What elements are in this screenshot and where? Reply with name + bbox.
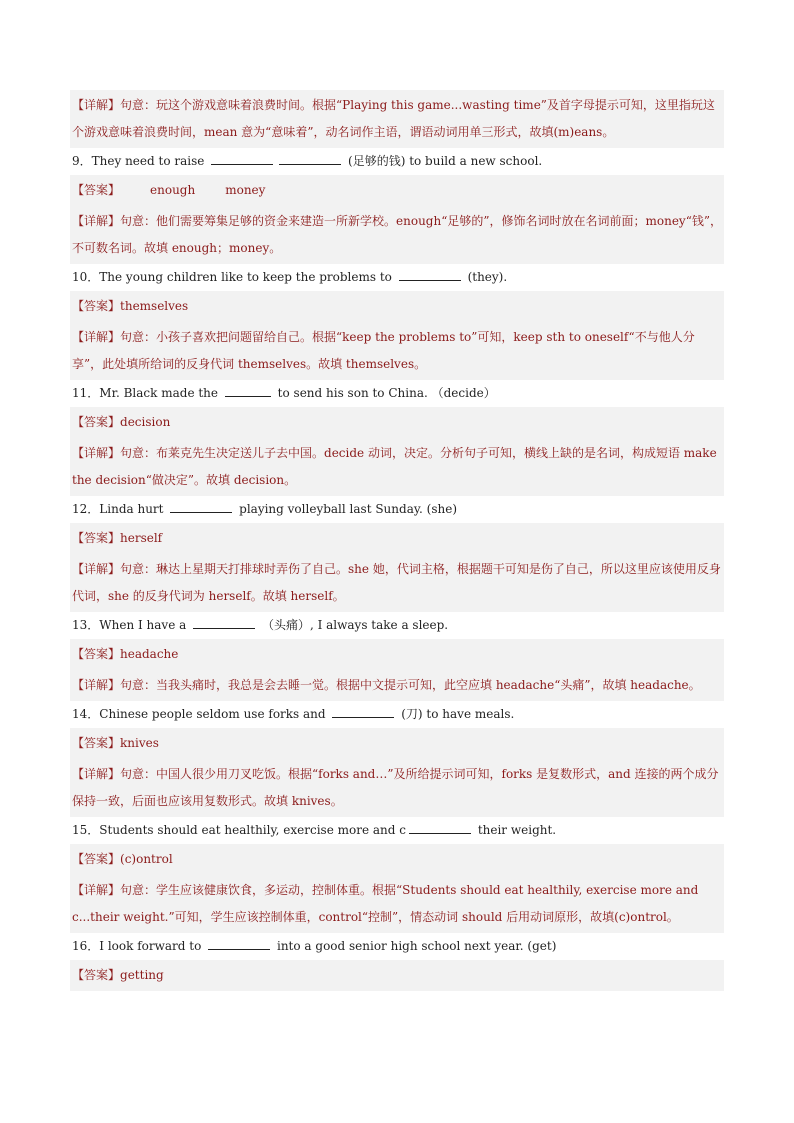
detail-tag: 【详解】: [72, 678, 121, 692]
question-text: to send his son to China. （decide）: [277, 386, 496, 400]
question-text: (足够的钱) to build a new school.: [348, 154, 543, 168]
question-number: 15．: [72, 823, 100, 837]
question-text: They need to raise: [91, 154, 205, 168]
question-text: Students should eat healthily, exercise more and c: [99, 823, 406, 837]
detail-text: 句意：当我头痛时，我总是会去睡一觉。根据中文提示可知，此空应填 headache“头痛”，故填 headache。: [120, 678, 701, 692]
question-number: 9．: [72, 154, 92, 168]
question-number: 12．: [72, 502, 100, 516]
question-number: 13．: [72, 618, 100, 632]
detail-text: 句意：学生应该健康饮食，多运动，控制体重。根据“Students should eat healthily, exercise more and c...their weight.”可知，学生应该控制体重，control“控制”，情态动词 should 后用动词原形，故填(c)ontrol。: [72, 883, 699, 924]
detail-block: [70, 90, 724, 148]
question-number: 16．: [72, 939, 100, 953]
detail-block: [70, 554, 724, 612]
question-text: into a good senior high school next year. (get): [276, 939, 557, 953]
question-11: [70, 380, 724, 407]
question-12: [70, 496, 724, 523]
answer-tag: 【答案】: [72, 968, 121, 982]
answer-text: decision: [120, 415, 171, 429]
answer-blank[interactable]: [208, 937, 270, 950]
detail-text: 句意：小孩子喜欢把问题留给自己。根据“keep the problems to”可知，keep sth to oneself“不与他人分享”，此处填所给词的反身代词 themselves。故填 themselves。: [72, 330, 695, 371]
detail-block: [70, 322, 724, 380]
answer-blank[interactable]: [225, 384, 271, 397]
question-text: (刀) to have meals.: [401, 707, 515, 721]
question-9: [70, 148, 724, 175]
answer-text: themselves: [120, 299, 189, 313]
answer-text: headache: [120, 647, 179, 661]
answer-blank[interactable]: [193, 616, 255, 629]
answer-block: [70, 844, 724, 875]
answer-block: [70, 523, 724, 554]
answer-tag: 【答案】: [72, 183, 121, 197]
answer-text: herself: [120, 531, 163, 545]
question-number: 14．: [72, 707, 100, 721]
question-13: [70, 612, 724, 639]
answer-tag: 【答案】: [72, 852, 121, 866]
question-text: The young children like to keep the problems to: [99, 270, 392, 284]
answer-text: (c)ontrol: [120, 852, 173, 866]
answer-text: knives: [120, 736, 159, 750]
answer-blank[interactable]: [399, 268, 461, 281]
detail-block: [70, 875, 724, 933]
question-14: [70, 701, 724, 728]
question-text: （头痛）, I always take a sleep.: [261, 618, 449, 632]
detail-text: 句意：他们需要筹集足够的资金来建造一所新学校。enough“足够的”，修饰名词时放在名词前面；money“钱”，不可数名词。故填 enough；money。: [72, 214, 722, 255]
answer-tag: 【答案】: [72, 415, 121, 429]
answer-block: [70, 960, 724, 991]
detail-tag: 【详解】: [72, 330, 121, 344]
answer-tag: 【答案】: [72, 736, 121, 750]
question-15: [70, 817, 724, 844]
detail-text: 句意：布莱克先生决定送儿子去中国。decide 动词，决定。分析句子可知，横线上缺的是名词，构成短语 make the decision“做决定”。故填 decision。: [72, 446, 717, 487]
answer-text: getting: [120, 968, 164, 982]
detail-tag: 【详解】: [72, 98, 121, 112]
detail-block: [70, 438, 724, 496]
question-16: [70, 933, 724, 960]
answer-blank[interactable]: [332, 705, 394, 718]
question-text: Chinese people seldom use forks and: [99, 707, 326, 721]
answer-blank[interactable]: [170, 500, 232, 513]
answer-tag: 【答案】: [72, 531, 121, 545]
answer-tag: 【答案】: [72, 299, 121, 313]
answer-blank[interactable]: [409, 821, 471, 834]
answer-block: [70, 291, 724, 322]
detail-text: 句意：中国人很少用刀叉吃饭。根据“forks and…”及所给提示词可知，forks 是复数形式，and 连接的两个成分保持一致，后面也应该用复数形式。故填 knives。: [72, 767, 719, 808]
answer-blank[interactable]: [211, 152, 273, 165]
question-number: 11．: [72, 386, 100, 400]
answer-block: [70, 407, 724, 438]
detail-tag: 【详解】: [72, 883, 121, 897]
detail-text: 句意：琳达上星期天打排球时弄伤了自己。she 她，代词主格，根据题干可知是伤了自己，所以这里应该使用反身代词，she 的反身代词为 herself。故填 herself。: [72, 562, 721, 603]
answer-block: [70, 175, 724, 206]
detail-tag: 【详解】: [72, 562, 121, 576]
answer-text: money: [225, 183, 266, 197]
question-text: playing volleyball last Sunday. (she): [239, 502, 458, 516]
answer-block: [70, 639, 724, 670]
detail-tag: 【详解】: [72, 767, 121, 781]
question-number: 10．: [72, 270, 100, 284]
document-page: [70, 90, 724, 991]
detail-tag: 【详解】: [72, 446, 121, 460]
question-text: Linda hurt: [99, 502, 164, 516]
answer-tag: 【答案】: [72, 647, 121, 661]
answer-blank[interactable]: [279, 152, 341, 165]
answer-text: enough: [150, 183, 196, 197]
question-text: their weight.: [477, 823, 557, 837]
detail-block: [70, 670, 724, 701]
question-text: (they).: [467, 270, 508, 284]
answer-block: [70, 728, 724, 759]
detail-text: 句意：玩这个游戏意味着浪费时间。根据“Playing this game...wasting time”及首字母提示可知，这里指玩这个游戏意味着浪费时间，mean 意为“意味着”，动名词作主语，谓语动词用单三形式，故填(m)eans。: [72, 98, 715, 139]
detail-block: [70, 759, 724, 817]
question-text: When I have a: [99, 618, 187, 632]
question-10: [70, 264, 724, 291]
question-text: I look forward to: [99, 939, 202, 953]
question-text: Mr. Black made the: [99, 386, 219, 400]
detail-block: [70, 206, 724, 264]
detail-tag: 【详解】: [72, 214, 121, 228]
